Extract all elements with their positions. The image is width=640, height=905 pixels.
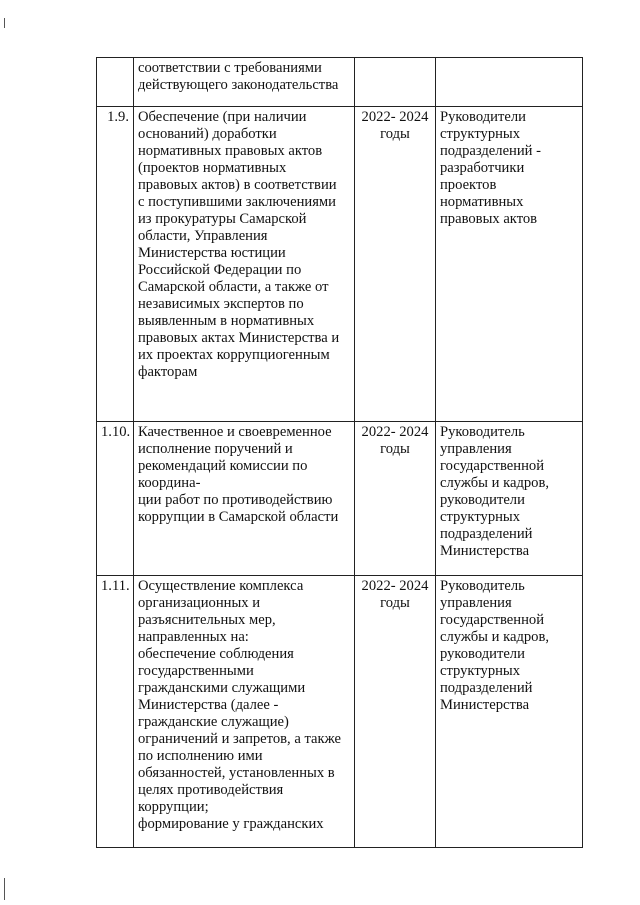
responsible-line: подразделений: [440, 680, 533, 696]
responsible-line: нормативных: [440, 194, 524, 210]
measure-description-line: факторам: [138, 364, 198, 380]
measure-description-cell: [134, 58, 355, 107]
responsible-line: Министерства: [440, 543, 530, 559]
responsible-line: Министерства: [440, 697, 530, 713]
responsible-line: структурных: [440, 509, 521, 525]
measure-description-line: из прокуратуры Самарской: [138, 211, 307, 227]
measure-description-line: Самарской области, а также от: [138, 279, 329, 295]
measure-description-line: нормативных правовых актов: [138, 143, 323, 159]
measure-description-line: правовых актов) в соответствии: [138, 177, 337, 193]
measure-description-line: ограничений и запретов, а также: [138, 731, 341, 747]
measure-description-line: разъяснительных мер,: [138, 612, 276, 628]
table-row: [97, 422, 583, 576]
measure-description-line: государственными: [138, 663, 254, 679]
measure-description-line: ции работ по противодействию: [138, 492, 333, 508]
measure-description-line: Качественное и своевременное: [138, 424, 332, 440]
measure-description-line: по исполнению ими: [138, 748, 263, 764]
measure-description-line: соответствии с требованиями: [138, 60, 322, 76]
item-number-cell: [97, 58, 134, 107]
responsible-line: Руководитель: [440, 424, 525, 440]
responsible-line: службы и кадров,: [440, 475, 549, 491]
measure-description-line: действующего законодательства: [138, 77, 339, 93]
measure-description-line: Российской Федерации по: [138, 262, 302, 278]
responsible-line: государственной: [440, 612, 545, 628]
responsible-line: службы и кадров,: [440, 629, 549, 645]
deadline-line: годы: [380, 595, 410, 611]
measure-description-cell: [134, 576, 355, 848]
measures-table-body: [97, 58, 583, 848]
scan-edge-mark-top: [4, 18, 5, 28]
deadline-line: 2022- 2024: [361, 578, 429, 594]
responsible-line: структурных: [440, 663, 521, 679]
responsible-line: подразделений -: [440, 143, 541, 159]
deadline-line: 2022- 2024: [361, 109, 429, 125]
responsible-line: разработчики: [440, 160, 525, 176]
measure-description-line: независимых экспертов по: [138, 296, 304, 312]
deadline-line: годы: [380, 441, 410, 457]
responsible-line: проектов: [440, 177, 497, 193]
measure-description-line: рекомендаций комиссии по: [138, 458, 308, 474]
item-number-cell: 1.11.: [97, 576, 134, 848]
measure-description-line: области, Управления: [138, 228, 268, 244]
responsible-line: правовых актов: [440, 211, 538, 227]
scan-edge-mark-bottom: [4, 878, 5, 900]
table-row: [97, 576, 583, 848]
deadline-cell: [355, 107, 436, 422]
measure-description-line: обеспечение соблюдения: [138, 646, 294, 662]
responsible-line: подразделений: [440, 526, 533, 542]
responsible-cell: [436, 107, 583, 422]
table-row: [97, 58, 583, 107]
deadline-cell: [355, 58, 436, 107]
measure-description-line: гражданские служащие): [138, 714, 289, 730]
responsible-line: руководители: [440, 492, 525, 508]
measure-description-line: оснований) доработки: [138, 126, 277, 142]
deadline-cell: [355, 576, 436, 848]
measure-description-line: целях противодействия: [138, 782, 284, 798]
measure-description-line: выявленным в нормативных: [138, 313, 315, 329]
measure-description-line: (проектов нормативных: [138, 160, 287, 176]
measure-description-line: исполнение поручений и: [138, 441, 293, 457]
responsible-line: руководители: [440, 646, 525, 662]
measure-description-cell: [134, 107, 355, 422]
measure-description-line: с поступившими заключениями: [138, 194, 336, 210]
responsible-line: структурных: [440, 126, 521, 142]
measure-description-line: их проектах коррупциогенным: [138, 347, 330, 363]
measure-description-line: Обеспечение (при наличии: [138, 109, 307, 125]
table-row: [97, 107, 583, 422]
measures-table: [96, 57, 583, 848]
measure-description-line: коррупции;: [138, 799, 209, 815]
measure-description-line: Министерства юстиции: [138, 245, 286, 261]
responsible-cell: [436, 58, 583, 107]
deadline-cell: [355, 422, 436, 576]
measure-description-line: правовых актах Министерства и: [138, 330, 340, 346]
measure-description-line: организационных и: [138, 595, 261, 611]
responsible-line: государственной: [440, 458, 545, 474]
measure-description-line: координа-: [138, 475, 201, 491]
item-number-cell: 1.10.: [97, 422, 134, 576]
deadline-line: годы: [380, 126, 410, 142]
measure-description-line: гражданскими служащими: [138, 680, 306, 696]
measure-description-line: формирование у гражданских: [138, 816, 324, 832]
measure-description-line: обязанностей, установленных в: [138, 765, 335, 781]
responsible-line: Руководитель: [440, 578, 525, 594]
responsible-line: управления: [440, 441, 512, 457]
responsible-line: управления: [440, 595, 512, 611]
deadline-line: 2022- 2024: [361, 424, 429, 440]
item-number-cell: 1.9.: [97, 107, 134, 422]
responsible-cell: [436, 576, 583, 848]
measure-description-line: коррупции в Самарской области: [138, 509, 339, 525]
measure-description-line: направленных на:: [138, 629, 249, 645]
measure-description-line: Министерства (далее -: [138, 697, 279, 713]
measure-description-line: Осуществление комплекса: [138, 578, 304, 594]
responsible-line: Руководители: [440, 109, 526, 125]
responsible-cell: [436, 422, 583, 576]
measure-description-cell: [134, 422, 355, 576]
